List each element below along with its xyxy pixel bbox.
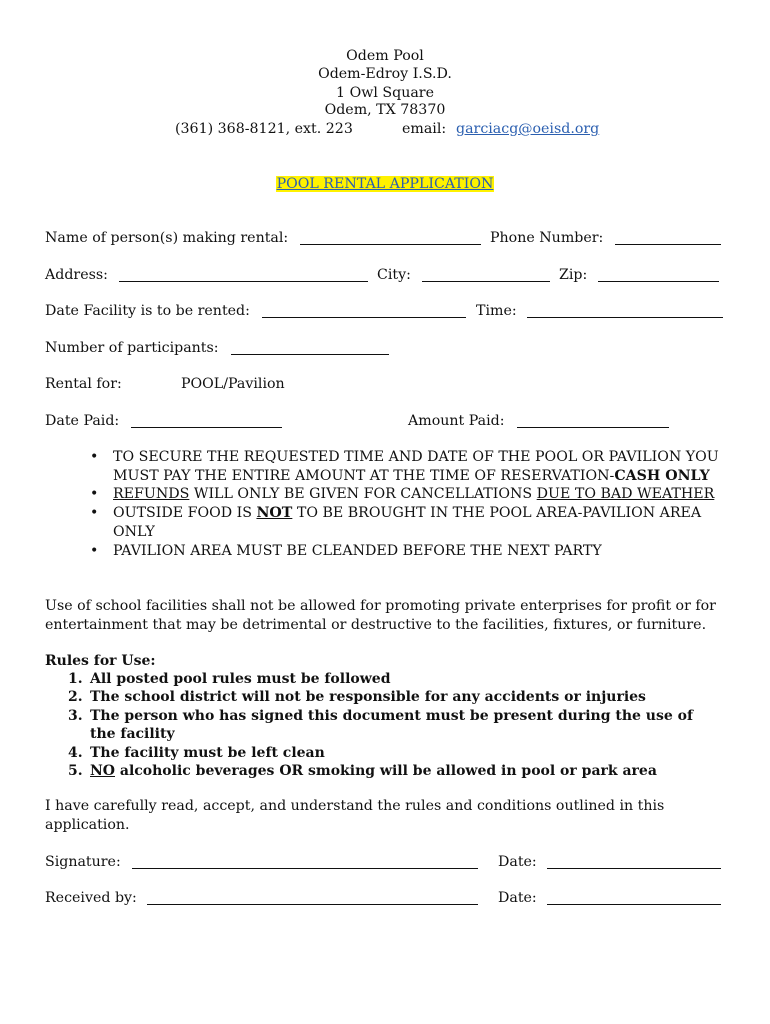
signature-label: Signature: (45, 854, 121, 870)
rule-item (68, 744, 718, 762)
rental-for-value: POOL/Pavilion (181, 376, 285, 392)
conditions-list (90, 448, 740, 560)
name-field[interactable] (300, 244, 481, 245)
condition-outside-food (90, 504, 740, 541)
phone-number: (361) 368-8121, ext. 223 (175, 121, 353, 137)
amount-paid-field[interactable] (517, 427, 669, 428)
city-state-zip: Odem, TX 78370 (324, 102, 446, 118)
condition-payment-text: TO SECURE THE REQUESTED TIME AND DATE OF THE POOL OR PAVILION YOU MUST PAY THE ENTIRE AMOUNT AT THE TIME OF RESERVATION- (113, 449, 719, 484)
rental-date-field[interactable] (262, 317, 466, 318)
district-name: Odem-Edroy I.S.D. (318, 66, 452, 82)
date-paid-field[interactable] (131, 427, 282, 428)
rule-number: 5. (68, 763, 83, 780)
rule-text: The school district will not be responsible for any accidents or injuries (90, 689, 646, 706)
received-by-field[interactable] (147, 904, 478, 905)
rule-number: 4. (68, 744, 83, 761)
participants-label: Number of participants: (45, 340, 219, 356)
received-date-label: Date: (498, 890, 537, 906)
rule-text: The facility must be left clean (90, 744, 325, 761)
bullet-glyph: • (90, 449, 99, 465)
org-name: Odem Pool (346, 48, 424, 64)
bullet-glyph: • (90, 542, 99, 559)
outside-food-rest: TO BE BROUGHT IN THE POOL AREA-PAVILION AREA ONLY (113, 505, 702, 540)
usage-paragraph: Use of school facilities shall not be allowed for promoting private enterprises for profit or for entertainment that may be detrimental or destructive to the facilities, fixtures, or furniture. (45, 598, 716, 633)
rule-text: The person who has signed this document must be present during the use of the facility (90, 707, 693, 743)
rental-date-label: Date Facility is to be rented: (45, 303, 250, 319)
received-date-field[interactable] (547, 904, 721, 905)
rule-item (68, 707, 718, 744)
rule-item (68, 688, 718, 706)
phone-label: Phone Number: (490, 230, 604, 246)
address-label: Address: (45, 267, 108, 283)
zip-field[interactable] (598, 281, 719, 282)
email-label: email: (402, 121, 447, 137)
form-title-wrap (0, 175, 770, 193)
rules-list (68, 670, 718, 780)
acknowledgement-text: I have carefully read, accept, and understand the rules and conditions outlined in this application. (45, 798, 665, 833)
cleaning-text: PAVILION AREA MUST BE CLEANDED BEFORE THE NEXT PARTY (113, 542, 602, 559)
participants-field[interactable] (231, 354, 389, 355)
rule-text: alcoholic beverages OR smoking will be allowed in pool or park area (115, 763, 657, 780)
condition-payment-cash: CASH ONLY (614, 467, 710, 484)
condition-refunds (90, 485, 740, 504)
phone-field[interactable] (615, 244, 721, 245)
received-by-label: Received by: (45, 890, 137, 906)
time-label: Time: (476, 303, 517, 319)
city-label: City: (377, 267, 411, 283)
rule-number: 2. (68, 689, 83, 706)
name-label: Name of person(s) making rental: (45, 230, 289, 246)
rule-item (68, 762, 718, 780)
street-address: 1 Owl Square (336, 85, 434, 101)
refunds-text: WILL ONLY BE GIVEN FOR CANCELLATIONS (189, 486, 537, 503)
not-word: NOT (256, 505, 293, 522)
condition-payment (90, 448, 740, 485)
outside-food-text: OUTSIDE FOOD IS (113, 505, 257, 522)
zip-label: Zip: (559, 267, 588, 283)
signature-date-label: Date: (498, 854, 537, 870)
rule-number: 1. (68, 671, 83, 687)
signature-field[interactable] (132, 868, 478, 869)
rental-for-label: Rental for: (45, 376, 122, 392)
email-link[interactable]: garciacg@oeisd.org (456, 121, 600, 137)
bullet-glyph: • (90, 486, 99, 503)
bullet-glyph: • (90, 505, 99, 522)
date-paid-label: Date Paid: (45, 413, 120, 429)
bad-weather-text: DUE TO BAD WEATHER (536, 486, 715, 503)
city-field[interactable] (422, 281, 550, 282)
refunds-word: REFUNDS (113, 486, 190, 503)
rule-number: 3. (68, 707, 83, 724)
address-field[interactable] (119, 281, 368, 282)
condition-cleaning (90, 542, 740, 561)
rule-text: All posted pool rules must be followed (90, 671, 391, 687)
rules-heading: Rules for Use: (45, 653, 156, 669)
time-field[interactable] (527, 317, 723, 318)
rule-no-word: NO (90, 763, 115, 780)
amount-paid-label: Amount Paid: (408, 413, 505, 429)
form-title: POOL RENTAL APPLICATION (276, 176, 494, 192)
rule-item (68, 670, 718, 688)
signature-date-field[interactable] (547, 868, 721, 869)
